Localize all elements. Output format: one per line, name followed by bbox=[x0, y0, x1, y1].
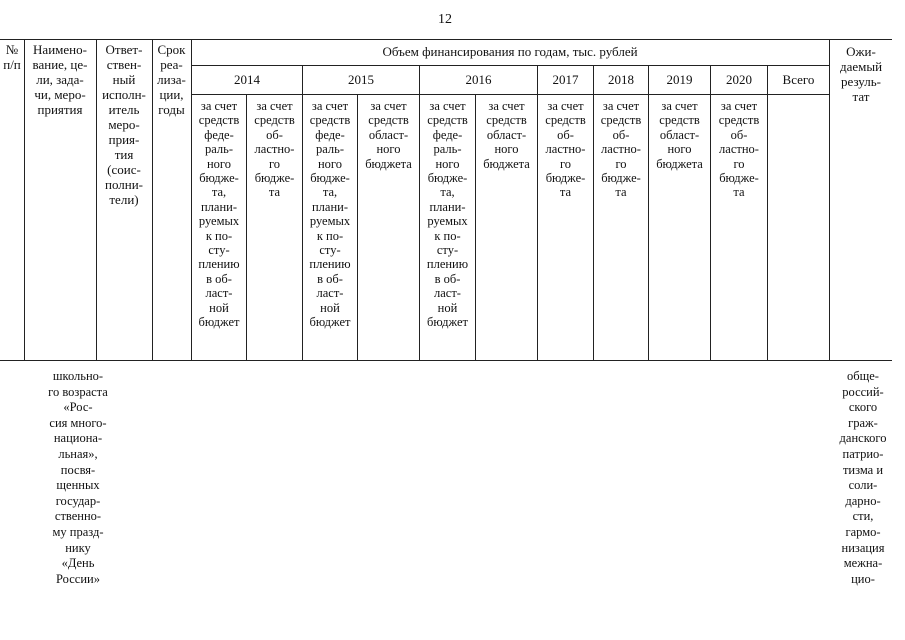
subheader-2015-regional: за счет средств област- ного бюджета bbox=[365, 99, 412, 171]
header-name-col: Наимено- вание, це- ли, зада- чи, меро- приятия bbox=[32, 42, 88, 117]
subheader-2015-federal: за счет средств феде- раль- ного бюдже- та, плани- руемых к по- сту- плению в об- ласт- ной бюджет bbox=[309, 99, 351, 330]
subheader-2016-regional: за счет средств област- ного бюджета bbox=[483, 99, 530, 171]
year-total: Всего bbox=[782, 72, 815, 87]
col-line-total bbox=[767, 65, 768, 361]
year-2017: 2017 bbox=[552, 72, 579, 87]
funding-title-underline bbox=[191, 65, 829, 66]
subheader-2018-regional: за счет средств об- ластно- го бюдже- та bbox=[600, 99, 642, 200]
row-result-continuation: обще- россий- ского граж- данского патрио- тизма и соли- дарно- сти, гармо- низация межна- цио- bbox=[839, 369, 887, 586]
subheader-2017-regional: за счет средств об- ластно- го бюдже- та bbox=[545, 99, 586, 200]
header-responsible-col: Ответ- ствен- ный исполн- итель меро- прия- тия (соис- полни- тели) bbox=[102, 42, 146, 207]
year-2018: 2018 bbox=[608, 72, 634, 87]
years-row-underline bbox=[191, 94, 829, 95]
subheader-2020-regional: за счет средств об- ластно- го бюдже- та bbox=[718, 99, 760, 200]
subheader-2019-regional: за счет средств област- ного бюджета bbox=[656, 99, 703, 171]
subheader-2014-federal: за счет средств феде- раль- ного бюдже- та, плани- руемых к по- сту- плению в об- ласт- ной бюджет bbox=[198, 99, 240, 330]
subheader-2014-regional: за счет средств об- ластно- го бюдже- та bbox=[254, 99, 295, 200]
year-2015: 2015 bbox=[348, 72, 374, 87]
year-2019: 2019 bbox=[666, 72, 693, 87]
table-top-border bbox=[0, 39, 892, 40]
page-number: 12 bbox=[438, 12, 452, 27]
year-2020: 2020 bbox=[726, 72, 752, 87]
year-2014: 2014 bbox=[234, 72, 260, 87]
header-result-col: Ожи- даемый резуль- тат bbox=[839, 44, 883, 104]
header-num-col: № п/п bbox=[3, 42, 21, 72]
subheader-2016-federal: за счет средств феде- раль- ного бюдже- та, плани- руемых к по- сту- плению в об- ласт- ной бюджет bbox=[426, 99, 469, 330]
year-2016: 2016 bbox=[465, 72, 492, 87]
header-term-col: Срок реа- лиза- ции, годы bbox=[157, 42, 186, 117]
row-name-continuation: школьно- го возраста «Рос- сия много- национа- льная», посвя- щенных государ- ственно- му празд- нику «День России» bbox=[48, 369, 108, 586]
table-bottom-border bbox=[0, 360, 892, 361]
header-funding-title: Объем финансирования по годам, тыс. рублей bbox=[382, 44, 638, 59]
